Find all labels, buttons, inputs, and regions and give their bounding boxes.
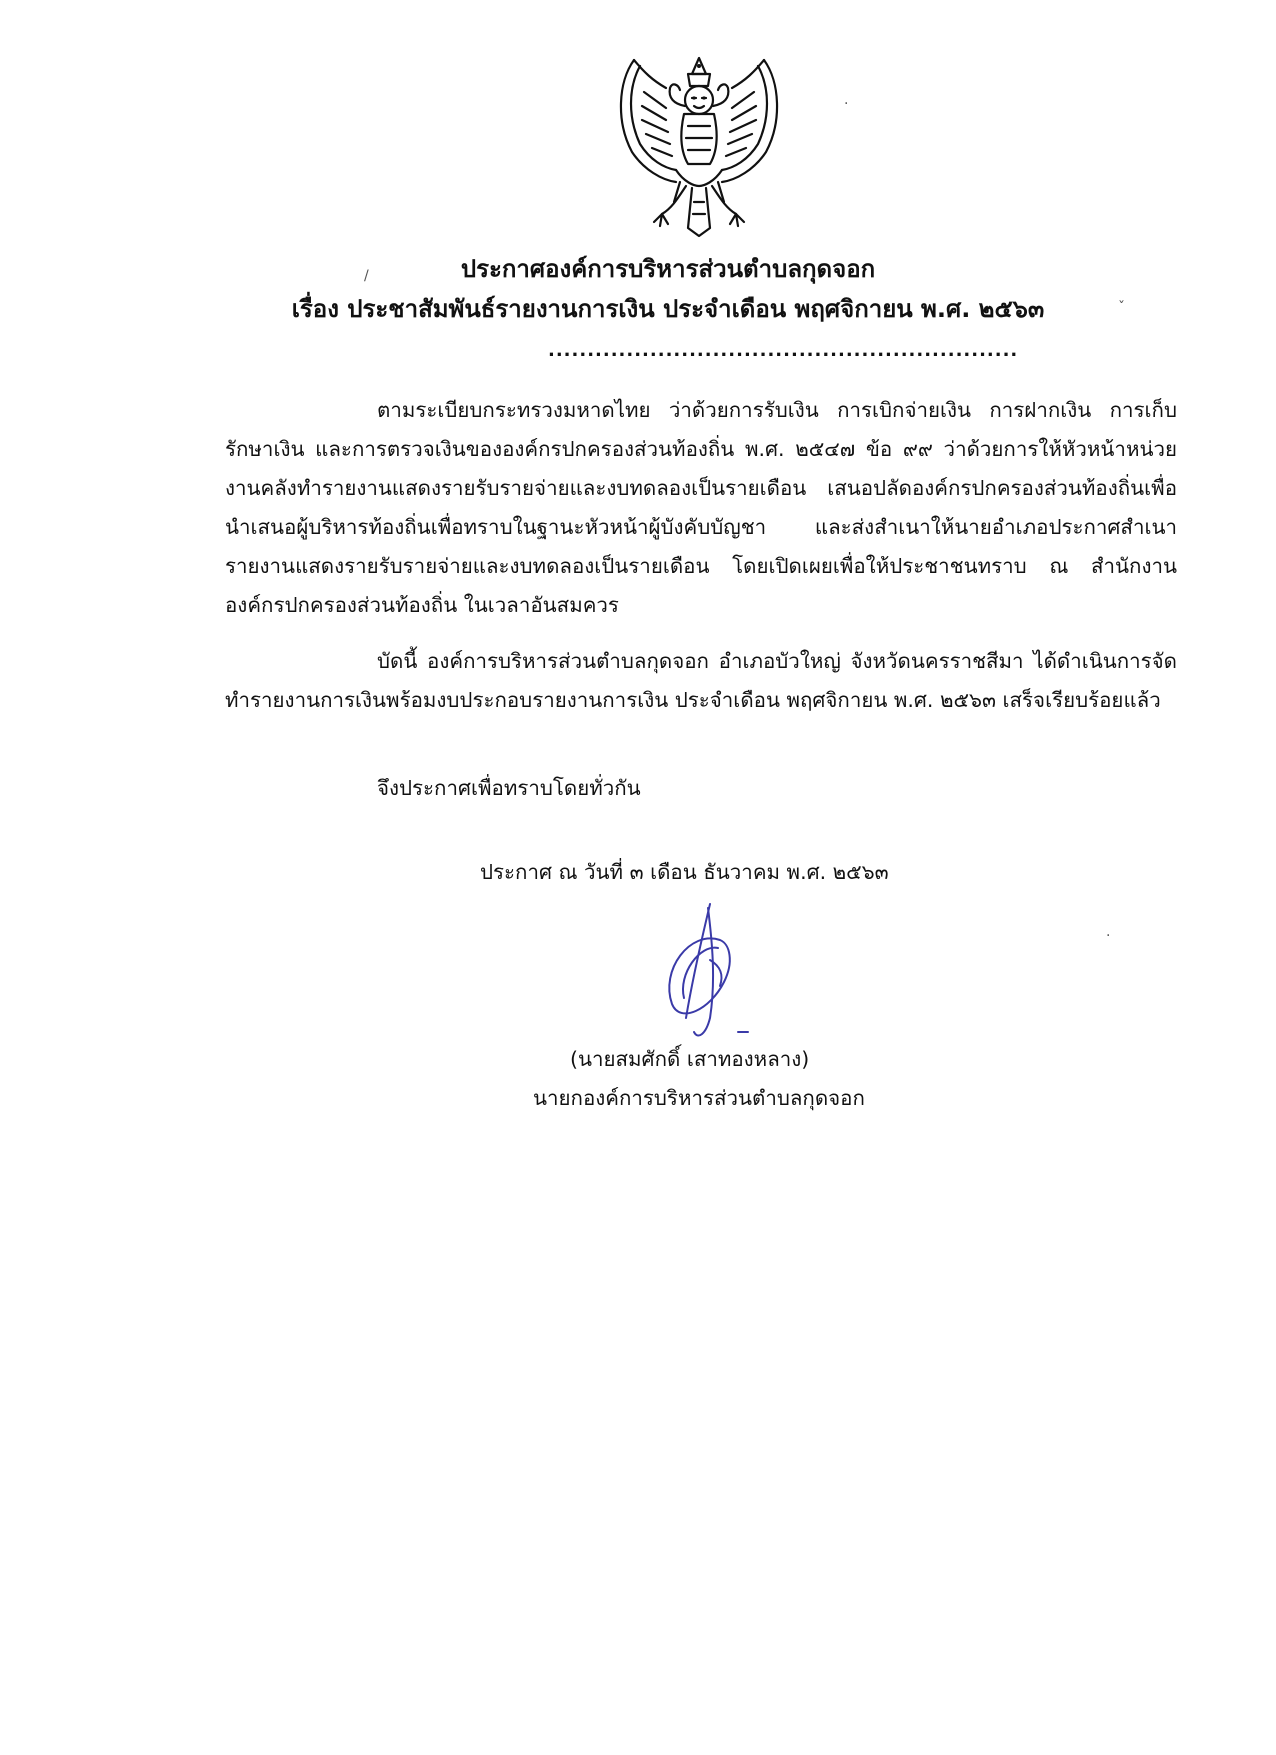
body-paragraph-2-text: บัดนี้ องค์การบริหารส่วนตำบลกุดจอก อำเภอบัวใหญ่ จังหวัดนครราชสีมา ได้ดำเนินการจัดทำรายงานการเงินพร้อมงบประกอบรายงานการเงิน ประจำเดือน พฤศจิกายน พ.ศ. ๒๕๖๓ เสร็จเรียบร้อยแล้ว xyxy=(225,649,1177,712)
scan-speck: ˇ xyxy=(1118,300,1125,316)
announcement-header xyxy=(0,250,1276,328)
garuda-emblem-icon xyxy=(614,52,784,238)
body-paragraph-2 xyxy=(225,642,1177,720)
scan-speck: / xyxy=(364,268,369,284)
body-paragraph-1 xyxy=(225,391,1177,625)
closing-statement: จึงประกาศเพื่อทราบโดยทั่วกัน xyxy=(377,776,641,800)
announcement-subject: เรื่อง ประชาสัมพันธ์รายงานการเงิน ประจำเดือน พฤศจิกายน พ.ศ. ๒๕๖๓ xyxy=(291,295,1045,323)
signature-icon xyxy=(650,900,760,1050)
body-paragraph-1-text: ตามระเบียบกระทรวงมหาดไทย ว่าด้วยการรับเงิน การเบิกจ่ายเงิน การฝากเงิน การเก็บรักษาเงิน และการตรวจเงินขององค์กรปกครองส่วนท้องถิ่น พ.ศ. ๒๕๔๗ ข้อ ๙๙ ว่าด้วยการให้หัวหน้าหน่วยงานคลังทำรายงานแสดงรายรับรายจ่ายและงบทดลองเป็นรายเดือน เสนอปลัดองค์กรปกครองส่วนท้องถิ่นเพื่อนำเสนอผู้บริหารท้องถิ่นเพื่อทราบในฐานะหัวหน้าผู้บังคับบัญชา และส่งสำเนาให้นายอำเภอประกาศสำเนารายงานแสดงรายรับรายจ่ายและงบทดลองเป็นรายเดือน โดยเปิดเผยเพื่อให้ประชาชนทราบ ณ สำนักงานองค์กรปกครองส่วนท้องถิ่น ในเวลาอันสมควร xyxy=(225,398,1177,617)
separator-line: ............................................................ xyxy=(548,340,1019,361)
scan-speck: · xyxy=(844,96,849,112)
scan-speck: · xyxy=(1106,928,1111,944)
announcement-title: ประกาศองค์การบริหารส่วนตำบลกุดจอก xyxy=(460,255,876,283)
signer-title: นายกองค์การบริหารส่วนตำบลกุดจอก xyxy=(533,1086,865,1110)
announcement-date: ประกาศ ณ วันที่ ๓ เดือน ธันวาคม พ.ศ. ๒๕๖๓ xyxy=(480,860,889,884)
signer-name: (นายสมศักดิ์ เสาทองหลาง) xyxy=(570,1047,810,1071)
